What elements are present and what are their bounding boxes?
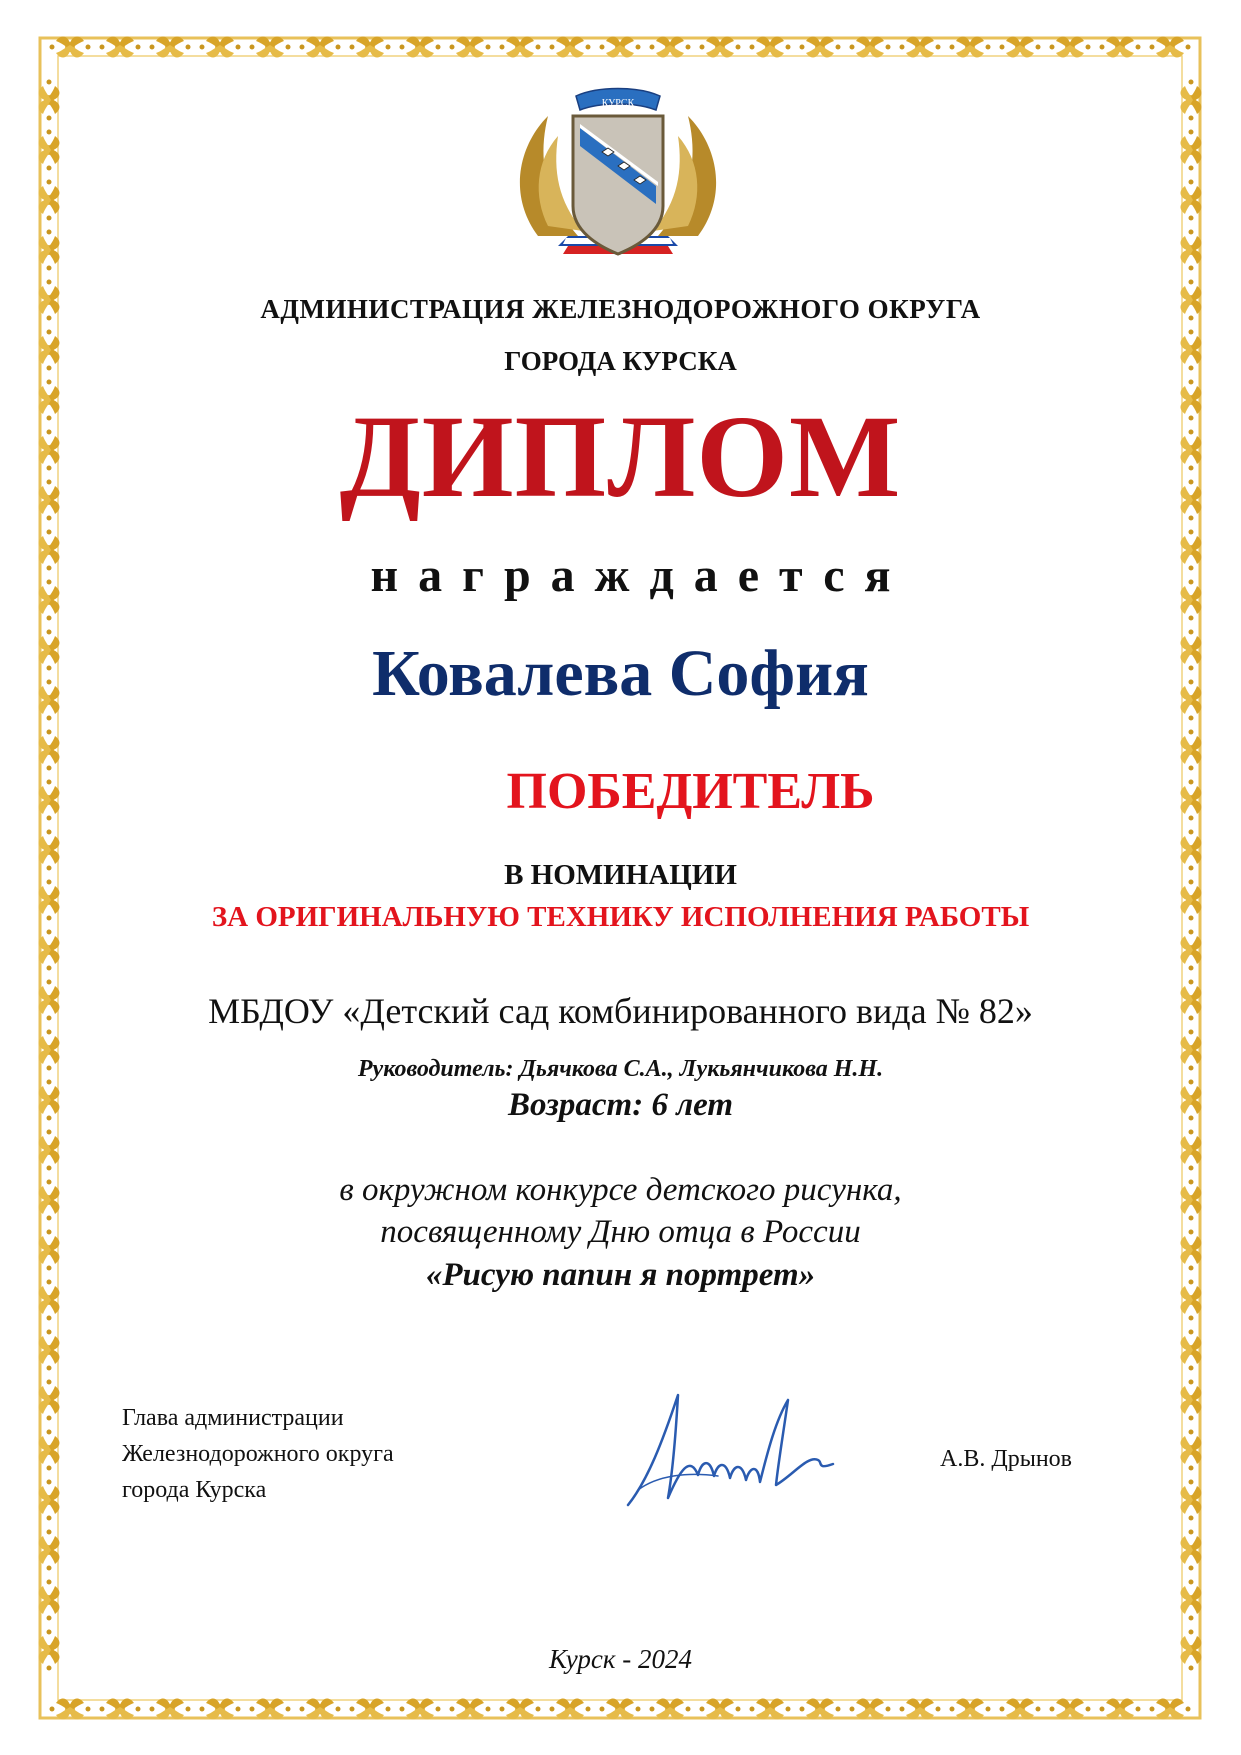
border-ornament [800, 37, 841, 58]
border-ornament [900, 37, 941, 58]
border-ornament [50, 37, 91, 58]
border-ornament [1181, 130, 1202, 171]
border-ornament [400, 37, 441, 58]
border-ornament [1181, 80, 1202, 121]
border-ornament [39, 230, 60, 271]
border-ornament [900, 1699, 941, 1720]
emblem-banner: КУРСК [601, 98, 635, 109]
signatory-name: А.В. Дрынов [940, 1446, 1073, 1472]
signature-icon [618, 1380, 848, 1520]
border-ornament [550, 37, 591, 58]
border-ornament [39, 1380, 60, 1421]
coat-of-arms-icon [518, 86, 718, 278]
border-ornament [350, 1699, 391, 1720]
nomination-name: ЗА ОРИГИНАЛЬНУЮ ТЕХНИКУ ИСПОЛНЕНИЯ РАБОТЫ [211, 901, 1030, 933]
border-ornament [1181, 1380, 1202, 1421]
border-ornament [950, 1699, 991, 1720]
border-ornament [1181, 930, 1202, 971]
border-ornament [1150, 1699, 1191, 1720]
border-ornament [1181, 1430, 1202, 1471]
border-ornament [500, 1699, 541, 1720]
border-ornament [39, 1530, 60, 1571]
border-ornament [39, 1330, 60, 1371]
border-ornament [300, 37, 341, 58]
supervisor: Руководитель: Дьячкова С.А., Лукьянчикова Н.Н. [357, 1056, 884, 1082]
footer-city-year: Курск - 2024 [548, 1644, 692, 1674]
border-ornament [450, 37, 491, 58]
border-ornament [700, 1699, 741, 1720]
border-ornament [850, 1699, 891, 1720]
border-ornament [400, 1699, 441, 1720]
border-ornament [200, 1699, 241, 1720]
border-ornament [39, 180, 60, 221]
border-ornament [1050, 1699, 1091, 1720]
border-ornament [650, 37, 691, 58]
award-title: ПОБЕДИТЕЛЬ [506, 763, 875, 820]
nomination-label: В НОМИНАЦИИ [504, 859, 737, 891]
border-ornament [39, 1480, 60, 1521]
city-line: ГОРОДА КУРСКА [504, 346, 737, 376]
border-ornament [800, 1699, 841, 1720]
border-ornament [1181, 180, 1202, 221]
signatory-position-line-2: Железнодорожного округа [122, 1441, 394, 1467]
border-ornament [1181, 1130, 1202, 1171]
contest-line-2: посвященному Дню отца в России [380, 1214, 861, 1250]
signatory-position-line-3: города Курска [122, 1477, 267, 1503]
border-ornament [1181, 1330, 1202, 1371]
border-ornament [1000, 1699, 1041, 1720]
border-ornament [1181, 1530, 1202, 1571]
border-ornament [700, 37, 741, 58]
border-ornament [1100, 37, 1141, 58]
border-ornament [500, 37, 541, 58]
contest-title: «Рисую папин я портрет» [425, 1257, 816, 1293]
contest-line-1: в окружном конкурсе детского рисунка, [339, 1172, 902, 1208]
border-ornament [39, 1430, 60, 1471]
border-ornament [450, 1699, 491, 1720]
border-ornament [250, 1699, 291, 1720]
border-ornament [1181, 230, 1202, 271]
border-ornament [1181, 1480, 1202, 1521]
border-ornament [100, 1699, 141, 1720]
border-ornament [150, 37, 191, 58]
border-ornament [39, 1130, 60, 1171]
border-ornament [50, 1699, 91, 1720]
border-ornament [600, 37, 641, 58]
border-ornament [1000, 37, 1041, 58]
border-ornament [550, 1699, 591, 1720]
border-ornament [39, 1580, 60, 1621]
border-ornament [650, 1699, 691, 1720]
diploma-title: ДИПЛОМ [339, 391, 902, 522]
border-ornament [300, 1699, 341, 1720]
border-ornament [750, 1699, 791, 1720]
border-ornament [1150, 37, 1191, 58]
signatory-position [122, 1400, 394, 1508]
border-ornament [1100, 1699, 1141, 1720]
border-ornament [750, 37, 791, 58]
border-ornament [39, 130, 60, 171]
border-ornament [250, 37, 291, 58]
border-ornament [1050, 37, 1091, 58]
border-ornament [350, 37, 391, 58]
border-ornament [39, 930, 60, 971]
border-ornament [1181, 1580, 1202, 1621]
organization: МБДОУ «Детский сад комбинированного вида № 82» [208, 991, 1033, 1031]
signatory-position-line-1: Глава администрации [122, 1405, 344, 1431]
border-ornament [850, 37, 891, 58]
border-ornament [200, 37, 241, 58]
awarded-label: награждается [370, 549, 911, 602]
admin-line: АДМИНИСТРАЦИЯ ЖЕЛЕЗНОДОРОЖНОГО ОКРУГА [260, 294, 981, 324]
border-ornament [950, 37, 991, 58]
age: Возраст: 6 лет [507, 1087, 734, 1123]
border-ornament [150, 1699, 191, 1720]
recipient-name: Ковалева София [372, 637, 869, 710]
border-ornament [39, 80, 60, 121]
border-ornament [600, 1699, 641, 1720]
border-ornament [100, 37, 141, 58]
